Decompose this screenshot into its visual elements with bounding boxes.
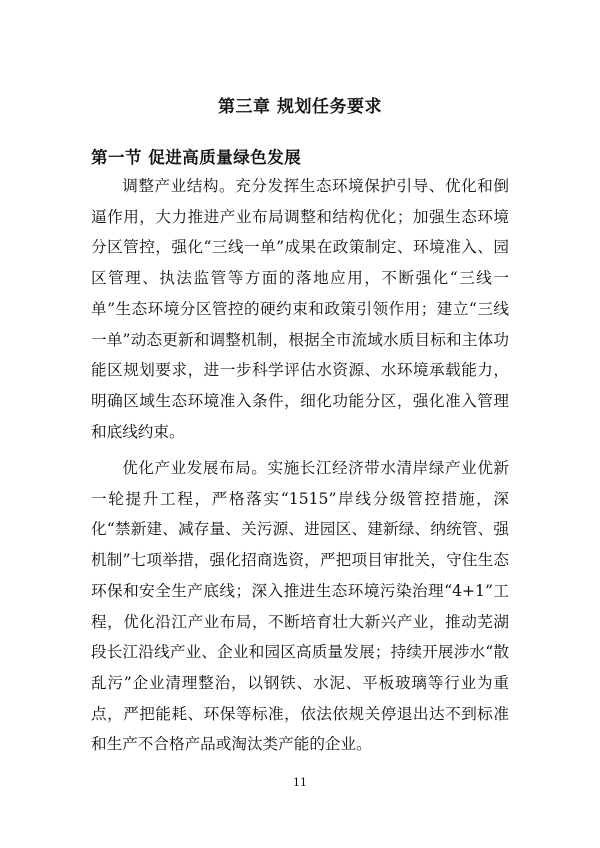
- paragraph-text: 实施长江经济带水清岸绿产业优新一轮提升工程，严格落实“1515”岸线分级管控措施，深化“禁新建、减存量、关污源、进园区、建新绿、纳统管、强机制”七项举措，强化招商选资，严把项目审批关，守住生态环保和安全生产底线；深入推进生态环境污染治理“4+1”工程，优化沿江产业布局，不断培育壮大新兴产业，推动芜湖段长江沿线产业、企业和园区高质量发展；持续开展涉水“散乱污”企业清理整治，以钢铁、水泥、平板玻璃等行业为重点，严把能耗、环保等标准，依法依规关停退出达不到标准和生产不合格产品或淘汰类产能的企业。: [91, 459, 509, 754]
- chapter-title: 第三章 规划任务要求: [218, 97, 382, 117]
- paragraph-text: 充分发挥生态环境保护引导、优化和倒逼作用，大力推进产业布局调整和结构优化；加强生态环境分区管控，强化“三线一单”成果在政策制定、环境准入、园区管理、执法监管等方面的落地应用，不断强化“三线一单”生态环境分区管控的硬约束和政策引领作用；建立“三线一单”动态更新和调整机制，根据全市流域水质目标和主体功能区规划要求，进一步科学评估水资源、水环境承载能力，明确区域生态环境准入条件，细化功能分区，强化准入管理和底线约束。: [91, 177, 509, 441]
- paragraph-lead: 优化产业发展布局。: [122, 459, 268, 477]
- paragraph-optimize-industrial-layout: [91, 453, 509, 760]
- paragraph-lead: 调整产业结构。: [122, 177, 236, 195]
- section-title: 第一节 促进高质量绿色发展: [91, 148, 302, 167]
- page-number: 11: [293, 776, 307, 789]
- paragraph-adjust-industrial-structure: [91, 171, 509, 447]
